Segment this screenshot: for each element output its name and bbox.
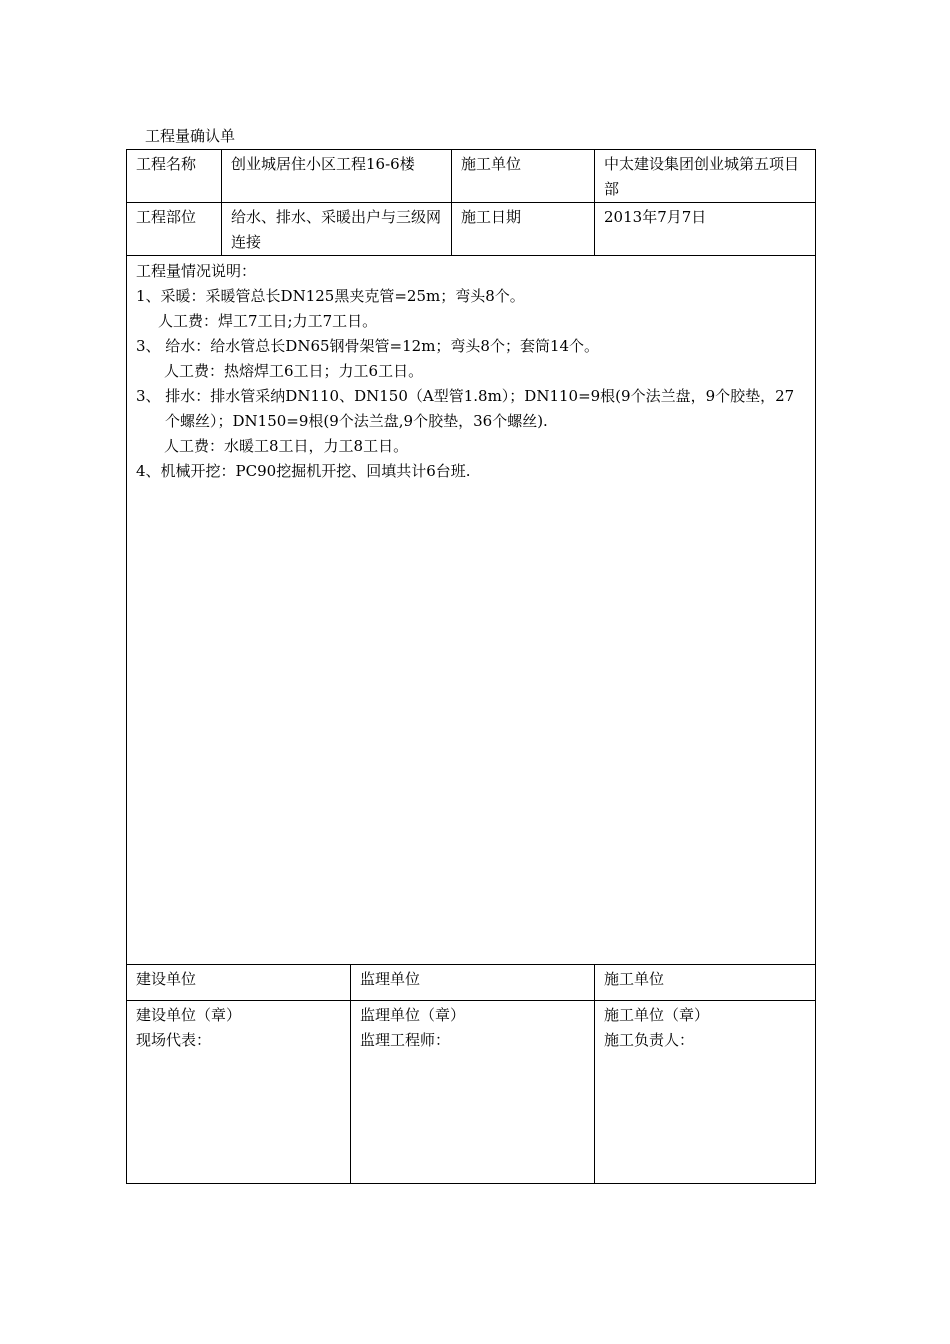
document-title: 工程量确认单 (145, 127, 236, 145)
contractor-seal: 施工单位（章） (604, 1006, 710, 1024)
project-part-label: 工程部位 (127, 203, 222, 256)
description-line: 3、 排水：排水管采纳DN110、DN150（A型管1.8m）；DN110=9根(9个法兰盘，9个胶垫，27个螺丝）；DN150=9根(9个法兰盘,9个胶垫，36个螺丝). (136, 387, 795, 430)
contractor-value: 中太建设集团创业城第五项目部 (595, 150, 816, 203)
supervisor-header: 监理单位 (351, 965, 595, 1001)
project-part-value: 给水、排水、采暖出户与三级网连接 (222, 203, 452, 256)
confirmation-form (126, 149, 816, 1184)
owner-representative: 现场代表： (136, 1031, 212, 1049)
project-name-label: 工程名称 (127, 150, 222, 203)
supervisor-seal: 监理单位（章） (360, 1006, 466, 1024)
description-heading: 工程量情况说明： (136, 262, 257, 280)
owner-signature-cell (127, 1001, 351, 1184)
date-value: 2013年7月7日 (595, 203, 816, 256)
description-line: 1、采暖：采暖管总长DN125黑夹克管=25m；弯头8个。 (136, 287, 525, 305)
signature-body-row (127, 1001, 816, 1184)
description-line: 3、 给水：给水管总长DN65钢骨架管=12m；弯头8个；套筒14个。 (136, 337, 600, 355)
owner-header: 建设单位 (127, 965, 351, 1001)
project-name-value: 创业城居住小区工程16-6楼 (222, 150, 452, 203)
description-line: 人工费：热熔焊工6工日；力工6工日。 (164, 362, 424, 380)
contractor-label: 施工单位 (452, 150, 595, 203)
contractor-header: 施工单位 (595, 965, 816, 1001)
description-cell (127, 256, 816, 965)
signature-header-row (127, 965, 816, 1001)
description-line: 4、机械开挖：PC90挖掘机开挖、回填共计6台班. (136, 462, 471, 480)
date-label: 施工日期 (452, 203, 595, 256)
contractor-manager: 施工负责人： (604, 1031, 695, 1049)
project-name-row (127, 150, 816, 203)
description-line: 人工费：焊工7工日;力工7工日。 (158, 312, 378, 330)
contractor-signature-cell (595, 1001, 816, 1184)
project-part-row (127, 203, 816, 256)
description-line: 人工费：水暖工8工日，力工8工日。 (164, 437, 409, 455)
supervisor-engineer: 监理工程师： (360, 1031, 451, 1049)
description-row (127, 256, 816, 965)
owner-seal: 建设单位（章） (136, 1006, 242, 1024)
supervisor-signature-cell (351, 1001, 595, 1184)
